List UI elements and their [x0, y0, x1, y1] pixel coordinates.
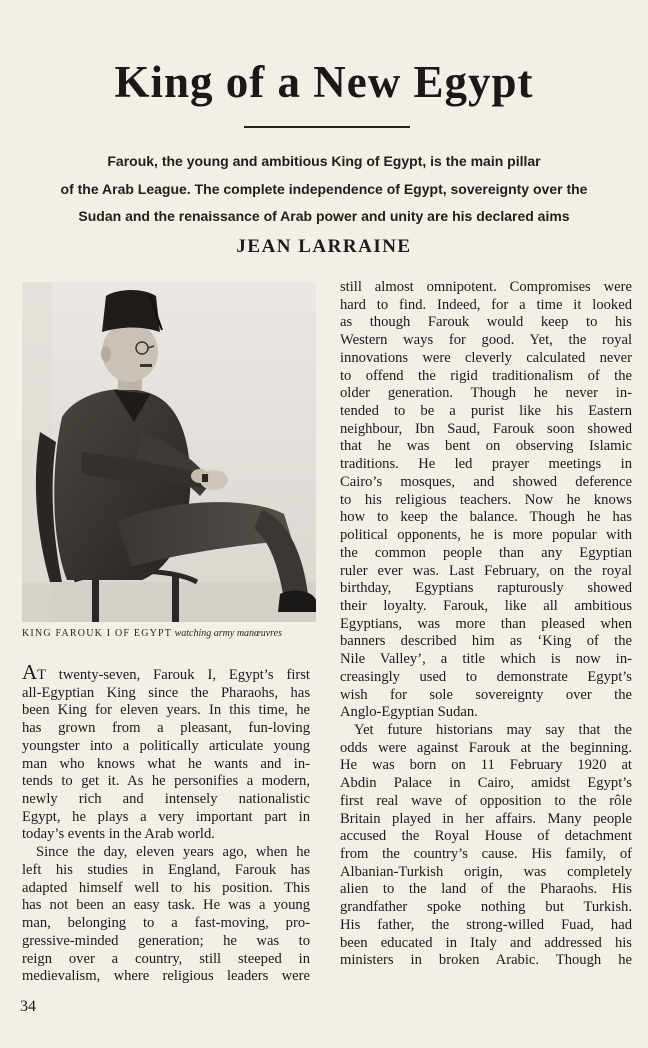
- text-line: man who knows what he wants and in-: [22, 755, 310, 772]
- text-line: birthday, Egyptians rapturously showed: [340, 580, 632, 597]
- drop-cap: A: [22, 660, 38, 684]
- text-line-body: T twenty-seven, Farouk I, Egypt’s first: [37, 667, 310, 683]
- text-line: first real wave of opposition to the rôle: [340, 792, 632, 809]
- text-line: to his religious teachers. Now he knows: [340, 491, 632, 508]
- text-line: tends to get it. As he personifies a modern,: [22, 773, 310, 790]
- text-line: accused the Royal House of detachment: [340, 828, 632, 845]
- paragraph: [340, 279, 632, 722]
- article-byline: JEAN LARRAINE: [236, 236, 412, 257]
- right-column: [340, 279, 632, 970]
- text-line: man, belonging to a fast-moving, pro-: [22, 915, 310, 932]
- text-line: Nile Valley’, a title which is now in-: [340, 651, 632, 668]
- text-line: odds were against Farouk at the beginning.: [340, 739, 632, 756]
- paragraph: [340, 722, 632, 970]
- standfirst-line: Sudan and the renaissance of Arab power and unity are his declared aims: [78, 208, 570, 224]
- text-line: still almost omnipotent. Compromises were: [340, 279, 632, 295]
- text-line: His father, the strong-willed Fuad, had: [340, 916, 632, 933]
- photo-caption: [22, 628, 318, 639]
- text-line: Cairo’s mosques, and showed deference: [340, 473, 632, 490]
- standfirst-line: of the Arab League. The complete independence of Egypt, sovereignty over the: [60, 180, 588, 197]
- text-line: tended to be a purist like his Eastern: [340, 403, 632, 420]
- text-line: Abdin Palace in Cairo, amidst Egypt’s: [340, 775, 632, 792]
- text-line: today’s events in the Arab world.: [22, 826, 215, 843]
- text-line: Since the day, eleven years ago, when he: [36, 844, 310, 861]
- text-line: Yet future historians may say that the: [354, 721, 632, 738]
- text-line: grandfather spoke nothing but Turkish.: [340, 899, 632, 916]
- text-line: gressive-minded generation; he was to: [22, 932, 310, 949]
- text-line: from the country’s cause. His family, of: [340, 846, 632, 862]
- text-line: He was born on 11 February 1920 at: [340, 757, 632, 774]
- text-line: Anglo-Egyptian Sudan.: [340, 704, 478, 721]
- text-line: political opponents, he is more popular with: [340, 527, 632, 544]
- text-line: Egypt, he plays a very important part in: [22, 808, 310, 825]
- text-line: newly rich and intensely nationalistic: [22, 791, 310, 808]
- king-farouk-photo: [22, 282, 316, 622]
- text-line: been King for eleven years. In this time, he: [22, 702, 310, 719]
- text-line: older generation. Though he never in-: [340, 385, 632, 402]
- text-line: has not been an easy task. He was a young: [22, 897, 310, 914]
- text-line: to offend the rigid traditionalism of the: [340, 367, 632, 384]
- text-line: their loyalty. Farouk, like all ambitious: [340, 597, 632, 614]
- text-line: left his studies in England, Farouk has: [22, 861, 310, 878]
- paragraph: [22, 660, 310, 844]
- text-line: ministers in broken Arabic. Though he: [340, 952, 632, 969]
- caption-name: KING FAROUK I OF EGYPT: [22, 628, 173, 639]
- text-line: the common people than any Egyptian: [340, 544, 632, 561]
- text-line: Western ways for good. Yet, the royal: [340, 332, 632, 349]
- text-line: all-Egyptian King since the Pharaohs, has: [22, 684, 310, 701]
- text-line: been educated in Italy and addressed his: [340, 934, 632, 951]
- text-line: innovations were cleverly calculated never: [340, 349, 632, 366]
- text-line: how to keep the balance. Though he has: [340, 509, 632, 526]
- standfirst-line: Farouk, the young and ambitious King of Egypt, is the main pillar: [107, 153, 541, 169]
- paragraph: [22, 844, 310, 986]
- text-line: has grown from a pleasant, fun-loving: [22, 720, 310, 737]
- text-line: banners described him as ‘King of the: [340, 633, 632, 650]
- text-line: wish for sole sovereignty over the: [340, 686, 632, 703]
- text-line: traditions. He led prayer meetings in: [340, 456, 632, 473]
- text-line: that he was bent on observing Islamic: [340, 438, 632, 455]
- text-line: alien to the land of the Pharaohs. His: [340, 881, 632, 898]
- photo-illustration: [22, 282, 316, 622]
- text-line: creasingly used to demonstrate Egypt’s: [340, 668, 632, 685]
- text-line: neighbour, Ibn Saud, Farouk soon showed: [340, 420, 632, 437]
- text-line: hard to find. Indeed, for a time it looked: [340, 296, 632, 313]
- text-line: Albanian-Turkish origin, was completely: [340, 863, 632, 880]
- text-line: medievalism, where religious leaders were: [22, 968, 310, 985]
- text-line: as though Farouk would keep to his: [340, 314, 632, 331]
- left-column: [22, 660, 310, 986]
- article-title: King of a New Egypt: [114, 57, 534, 107]
- page-number: 34: [20, 998, 36, 1015]
- caption-description: watching army manœuvres: [174, 628, 283, 639]
- text-line: adapted himself well to his position. This: [22, 879, 310, 896]
- text-line: reign over a country, still steeped in: [22, 950, 310, 967]
- text-line: Egyptians, was more than pleased when: [340, 615, 632, 632]
- text-line: ruler ever was. Last February, on the royal: [340, 562, 632, 579]
- text-line: Britain played in her affairs. Many people: [340, 810, 632, 827]
- text-line: youngster into a politically articulate young: [22, 737, 310, 754]
- title-rule: [244, 126, 410, 128]
- text-line: [22, 660, 310, 685]
- article-standfirst: [14, 148, 634, 231]
